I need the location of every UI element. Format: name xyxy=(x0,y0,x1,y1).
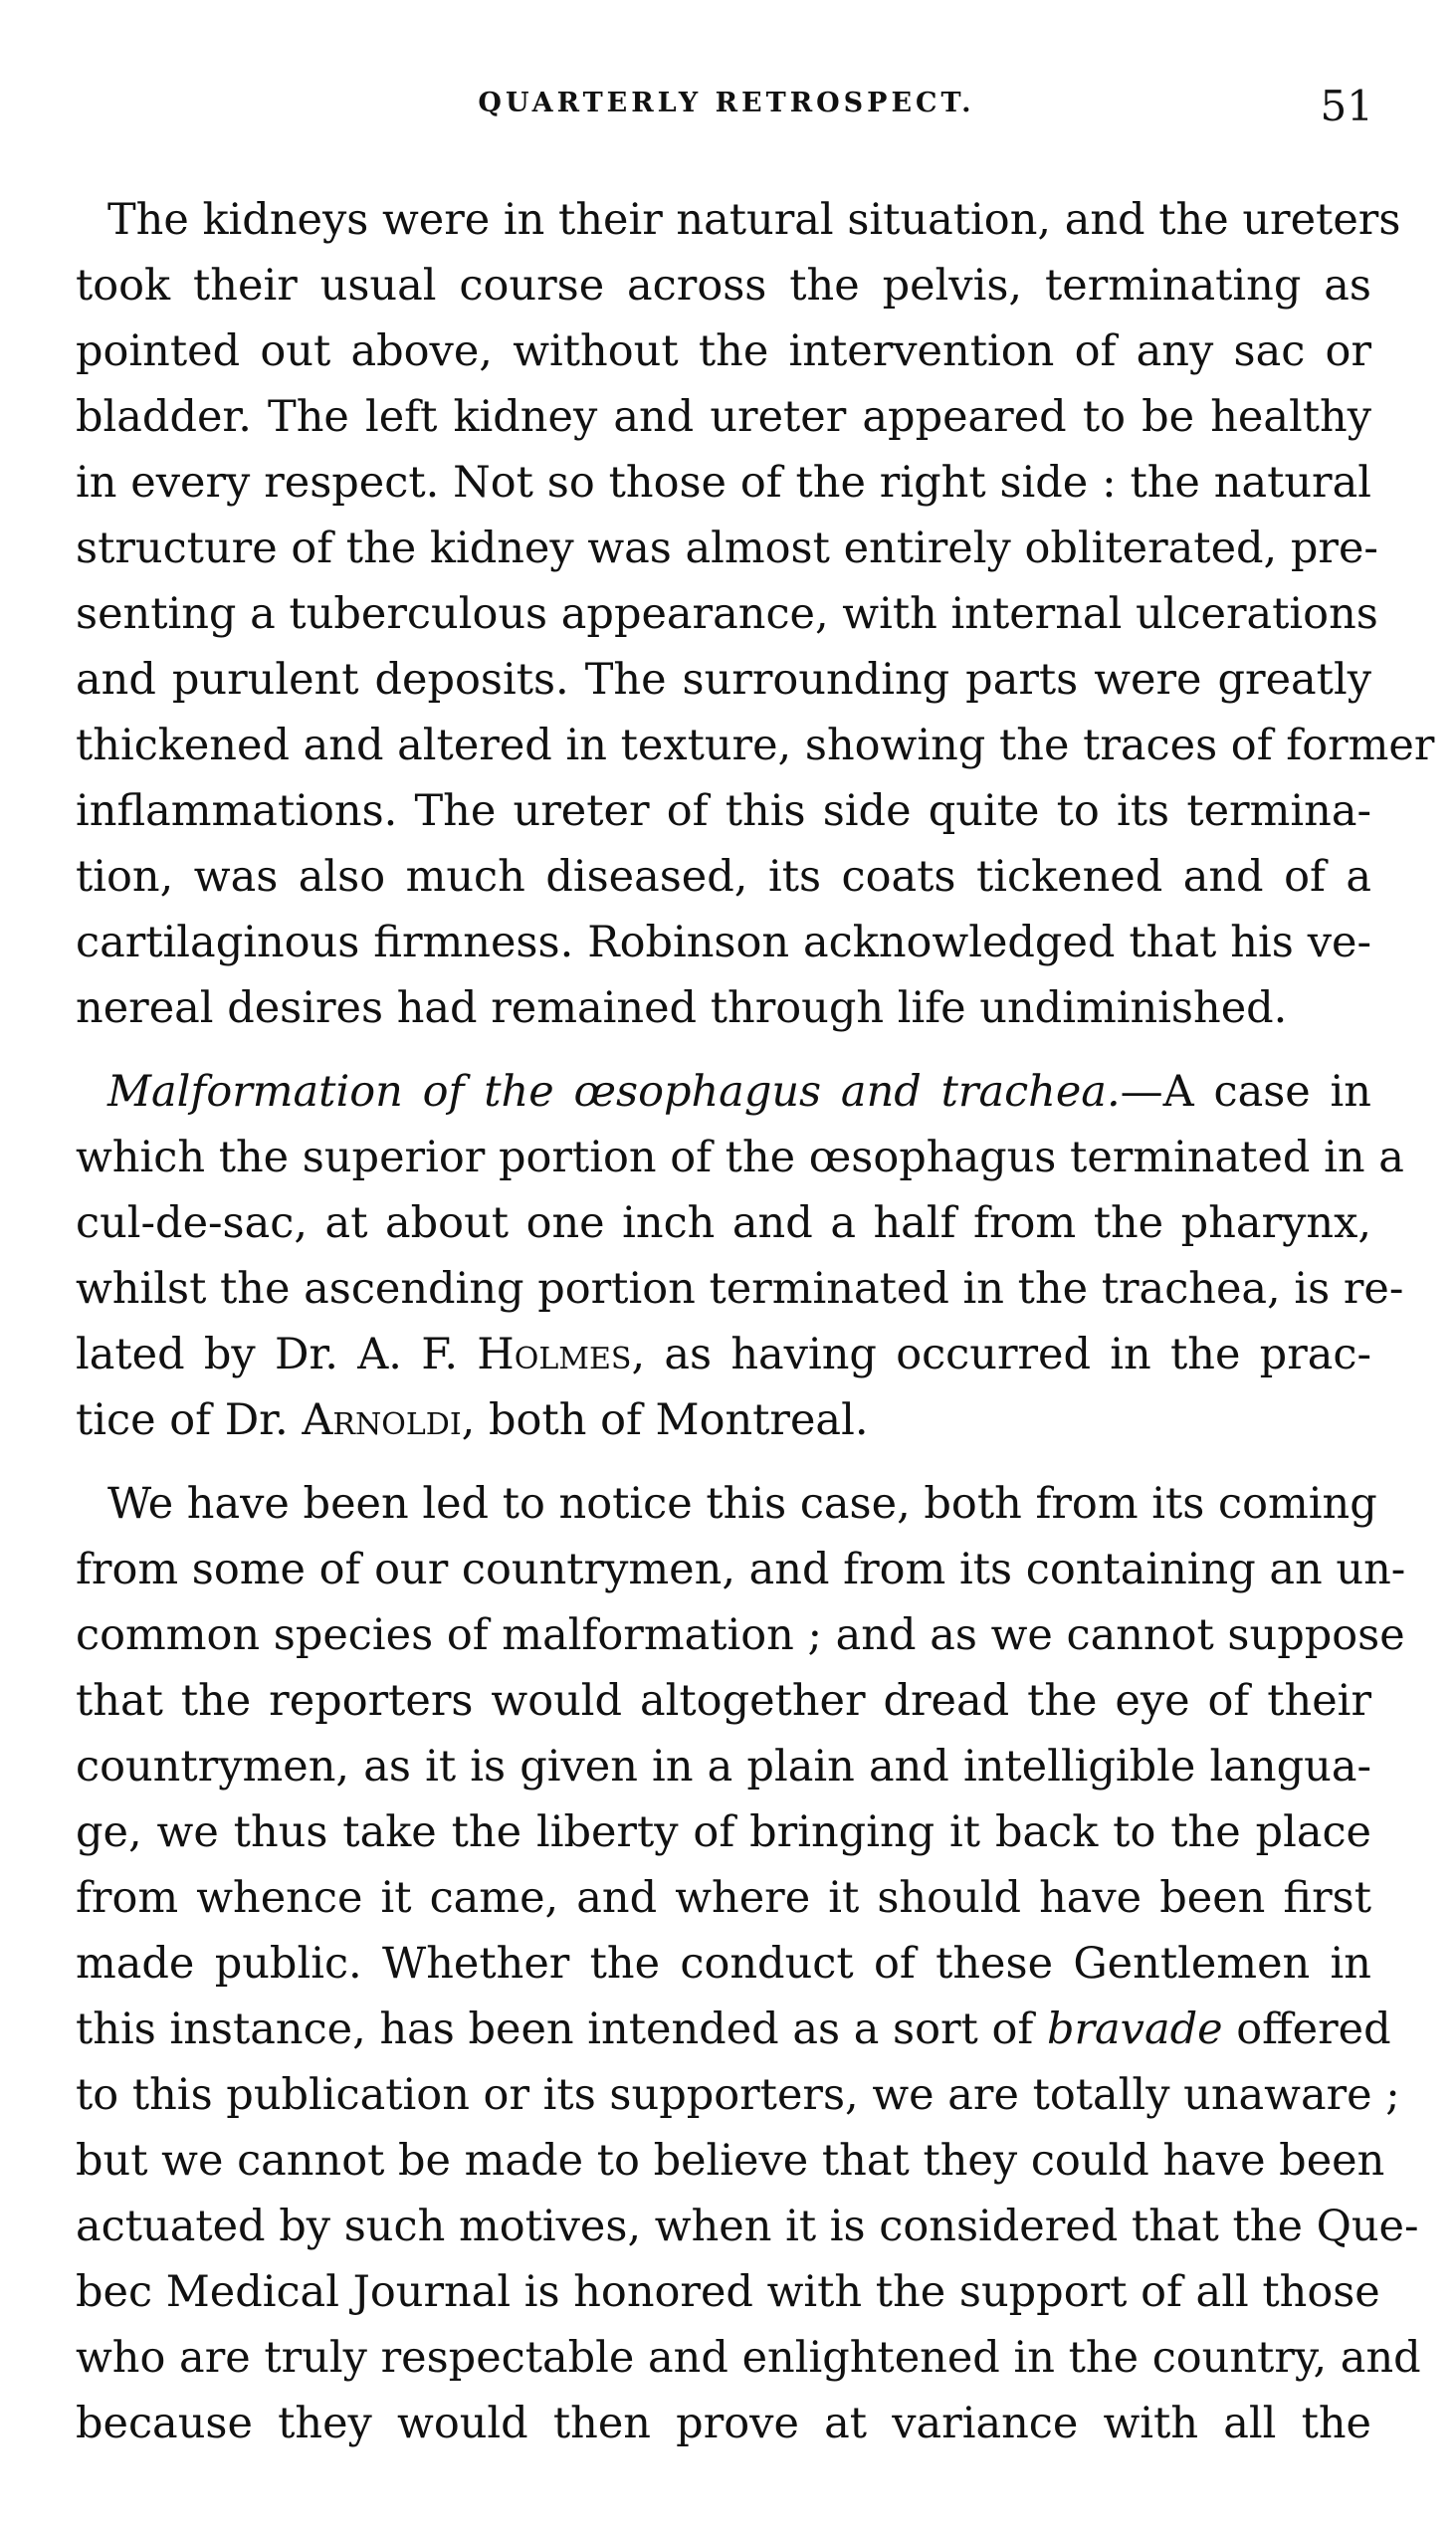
body-text xyxy=(76,187,1435,2456)
text-run: , as having occurred in the prac- xyxy=(631,1330,1371,1379)
author-name: Arnoldi xyxy=(302,1395,462,1445)
page-header xyxy=(80,82,1373,147)
text-line: nereal desires had remained through life undiminished. xyxy=(76,983,1288,1033)
text-line: cartilaginous firmness. Robinson acknowledged that his ve- xyxy=(76,918,1371,967)
text-run: lated by Dr. A. F. xyxy=(76,1330,478,1379)
text-line: ge, we thus take the liberty of bringing it back to the place xyxy=(76,1807,1371,1857)
text-line: because they would then prove at variance with all the xyxy=(76,2399,1371,2448)
text-line: who are truly respectable and enlightened in the country, and xyxy=(76,2333,1421,2383)
paragraph-countrymen xyxy=(76,1471,1421,2456)
paragraph-kidneys xyxy=(76,187,1435,1041)
text-run: offered xyxy=(1222,2004,1391,2054)
text-line: and purulent deposits. The surrounding parts were greatly xyxy=(76,655,1371,705)
text-line: countrymen, as it is given in a plain and intelligible langua- xyxy=(76,1742,1371,1792)
text-line: from whence it came, and where it should have been first xyxy=(76,1873,1371,1923)
text-line: inflammations. The ureter of this side quite to its termina- xyxy=(76,786,1371,836)
text-run: , both of Montreal. xyxy=(461,1395,869,1445)
text-line xyxy=(76,1997,1391,2062)
text-run: this instance, has been intended as a sort of xyxy=(76,2004,1047,2054)
text-line: common species of malformation ; and as we cannot suppose xyxy=(76,1610,1405,1660)
text-line: took their usual course across the pelvis, terminating as xyxy=(76,261,1371,311)
paragraph-malformation xyxy=(76,1059,1404,1453)
text-line: to this publication or its supporters, we are totally unaware ; xyxy=(76,2070,1400,2120)
text-line xyxy=(76,1387,1371,1453)
text-line xyxy=(76,1059,1371,1125)
text-line: senting a tuberculous appearance, with internal ulcerations xyxy=(76,589,1378,639)
text-line: tion, was also much diseased, its coats tickened and of a xyxy=(76,852,1371,902)
text-run: —A case in xyxy=(1120,1067,1371,1117)
text-line: pointed out above, without the intervention of any sac or xyxy=(76,326,1371,376)
text-run: tice of Dr. xyxy=(76,1395,303,1445)
text-line: in every respect. Not so those of the right side : the natural xyxy=(76,458,1371,508)
text-line: bec Medical Journal is honored with the support of all those xyxy=(76,2267,1380,2317)
author-name: Holmes xyxy=(477,1330,632,1379)
text-line: structure of the kidney was almost entirely obliterated, pre- xyxy=(76,524,1378,573)
text-line: actuated by such motives, when it is considered that the Que- xyxy=(76,2202,1419,2251)
text-line: bladder. The left kidney and ureter appeared to be healthy xyxy=(76,392,1371,442)
text-line xyxy=(76,1322,1371,1387)
page-number: 51 xyxy=(1320,82,1373,130)
text-line: that the reporters would altogether dread the eye of their xyxy=(76,1676,1371,1726)
text-line: made public. Whether the conduct of these Gentlemen in xyxy=(76,1939,1371,1989)
section-heading: Malformation of the œsophagus and trachea. xyxy=(107,1067,1121,1117)
running-title: QUARTERLY RETROSPECT. xyxy=(478,88,975,118)
text-line: We have been led to notice this case, both from its coming xyxy=(107,1479,1377,1529)
text-line: whilst the ascending portion terminated in the trachea, is re- xyxy=(76,1264,1404,1314)
text-line: from some of our countrymen, and from its containing an un- xyxy=(76,1545,1406,1594)
text-line: cul-de-sac, at about one inch and a half from the pharynx, xyxy=(76,1198,1371,1248)
text-line: thickened and altered in texture, showing the traces of former xyxy=(76,721,1435,770)
text-line: but we cannot be made to believe that they could have been xyxy=(76,2136,1385,2186)
text-line: The kidneys were in their natural situation, and the ureters xyxy=(107,195,1401,245)
italic-word: bravade xyxy=(1046,2004,1223,2054)
text-line: which the superior portion of the œsophagus terminated in a xyxy=(76,1133,1404,1182)
